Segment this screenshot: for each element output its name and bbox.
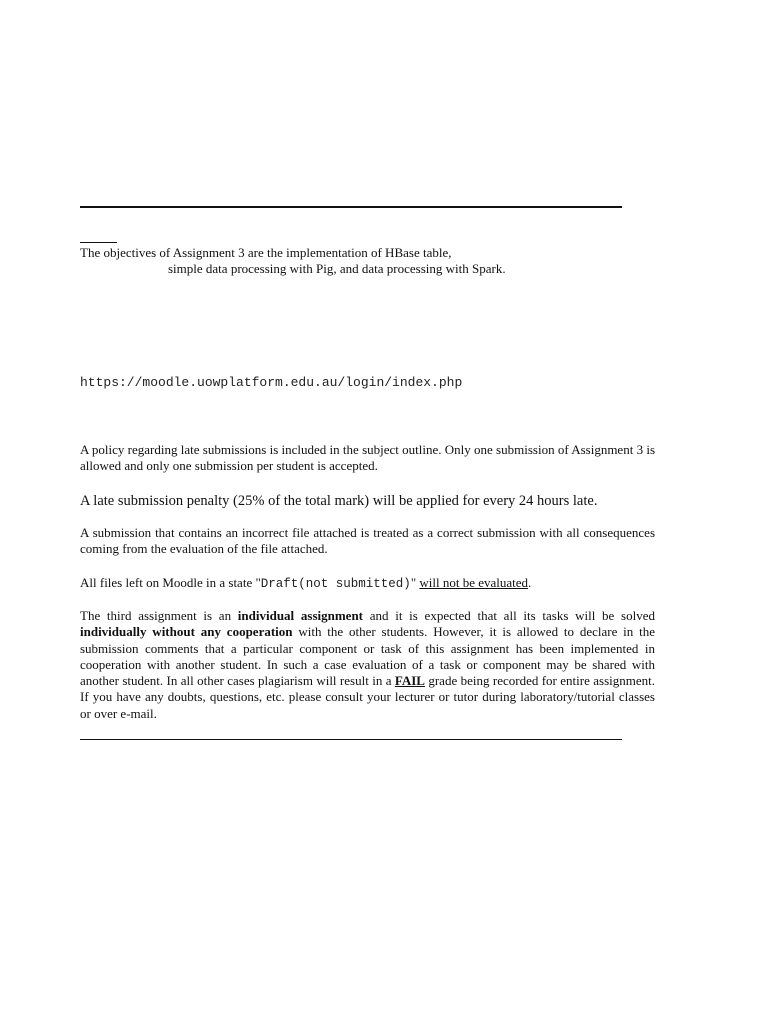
individual-text-2: and it is expected that all its tasks will be solved [363,608,655,623]
draft-state-code: Draft(not submitted) [260,577,411,591]
objectives-line-1: The objectives of Assignment 3 are the implementation of HBase table, [80,245,452,260]
individual-assignment-bold: individual assignment [237,608,364,623]
short-underline [80,242,117,243]
individual-text-3: with the other students. However, it is allowed to declare in the submission comments that a particular component or task of this assignment has been implemented in cooperation with another student. In such a case evaluation of a task or component may be shared with another student. In all other cases plagiarism will result in a [80,624,655,689]
draft-files-paragraph [80,575,655,592]
bottom-divider [80,739,622,740]
draft-period: . [528,575,532,590]
fail-grade-text: FAIL [394,673,425,689]
moodle-url: https://moodle.uowplatform.edu.au/login/index.php [80,375,463,390]
objectives-text [80,245,680,277]
draft-quote-close: " [410,575,420,590]
individual-assignment-paragraph [80,608,655,722]
late-penalty-paragraph: A late submission penalty (25% of the total mark) will be applied for every 24 hours late. [80,493,598,509]
individual-text-1: The third assignment is an [80,608,238,623]
objectives-line-2: simple data processing with Pig, and data processing with Spark. [168,261,506,276]
draft-prefix: All files left on Moodle in a state " [80,575,261,590]
not-evaluated-text: will not be evaluated [419,575,529,590]
individual-text-4: grade being recorded for entire assignment. If you have any doubts, questions, etc. please consult your lecturer or tutor during laboratory/tutorial classes or over e-mail. [80,673,655,721]
incorrect-file-paragraph: A submission that contains an incorrect file attached is treated as a correct submission with all consequences coming from the evaluation of the file attached. [80,525,655,557]
late-policy-paragraph: A policy regarding late submissions is included in the subject outline. Only one submission of Assignment 3 is allowed and only one submission per student is accepted. [80,442,655,474]
no-cooperation-bold: individually without any cooperation [80,624,293,640]
top-divider [80,206,622,208]
